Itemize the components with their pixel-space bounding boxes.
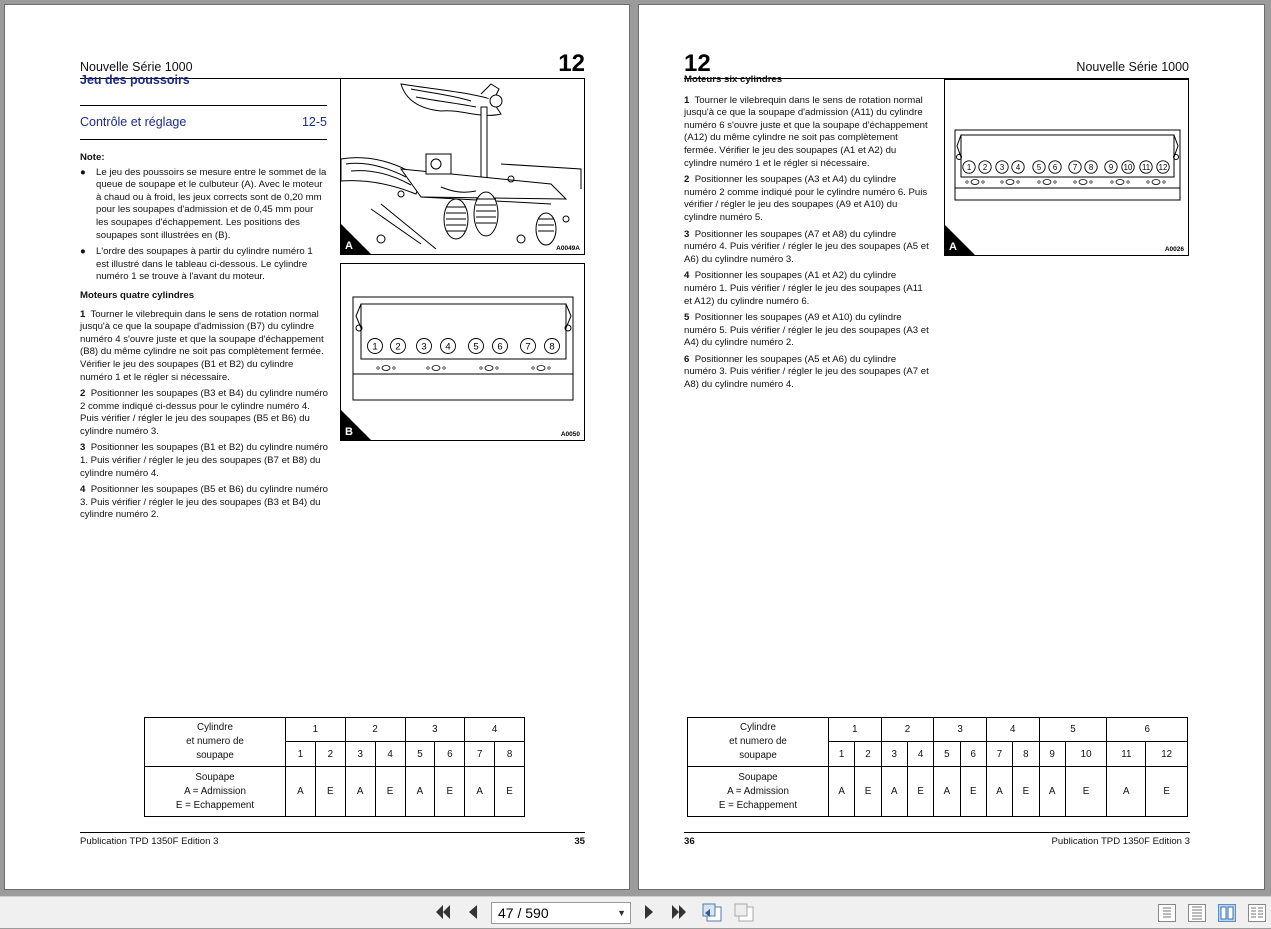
valve-number: 2: [395, 341, 401, 353]
port-bolt: [1017, 181, 1019, 183]
two-page-view-icon[interactable]: [1218, 904, 1236, 922]
type-cell: A: [1039, 767, 1065, 817]
type-cell: E: [375, 767, 405, 817]
valve-order-table-4cyl: [144, 717, 525, 817]
port-bolt: [427, 367, 429, 369]
valve-number: 7: [525, 341, 531, 353]
valve-cell: 4: [907, 742, 933, 767]
port-bolt: [1001, 181, 1003, 183]
type-cell: E: [855, 767, 881, 817]
page-35: [4, 4, 630, 890]
valve-number: 7: [1072, 162, 1078, 172]
valve-cell: 5: [934, 742, 960, 767]
cylinder-cell: 3: [405, 718, 465, 742]
step: 2 Positionner les soupapes (B3 et B4) du cylindre numéro 2 comme indiqué ci-dessus pour le cylindre numéro 4. Puis vérifier / régler le jeu des soupapes (B5 et B6) du cylindre numéro 3.: [80, 388, 328, 437]
valve-number: 6: [1052, 162, 1058, 172]
figure-code: A0050: [560, 431, 580, 438]
figure-code: A0026: [1164, 246, 1184, 253]
type-cell: A: [986, 767, 1012, 817]
type-cell: E: [315, 767, 345, 817]
footer-publication: Publication TPD 1350F Edition 3: [80, 836, 219, 847]
step: 6 Positionner les soupapes (A5 et A6) du cylindre numéro 3. Puis vérifier / régler le jeu des soupapes (A7 et A8) du cylindre numéro 4.: [684, 353, 929, 391]
valve-number: 5: [1036, 162, 1042, 172]
port-marker: [537, 366, 545, 371]
bullet-icon: ●: [80, 246, 86, 258]
valve-cell: 7: [986, 742, 1012, 767]
valve-cell: 2: [315, 742, 345, 767]
type-cell: A: [405, 767, 435, 817]
chapter-number: 12: [684, 50, 711, 77]
valve-cell: 1: [829, 742, 855, 767]
port-bolt: [1038, 181, 1040, 183]
port-bolt: [966, 181, 968, 183]
valve-cell: 11: [1107, 742, 1146, 767]
table-header-label: Cylindre et numero de soupape: [145, 718, 286, 767]
four-cylinder-heading: Moteurs quatre cylindres: [80, 289, 195, 301]
valve-number: 8: [549, 341, 555, 353]
port-marker: [1006, 180, 1014, 185]
port-bolt: [548, 367, 550, 369]
cylinder-cell: 5: [1039, 718, 1107, 742]
valve-cell: 8: [1013, 742, 1039, 767]
type-cell: E: [1146, 767, 1188, 817]
type-cell: A: [345, 767, 375, 817]
port-bolt: [1163, 181, 1165, 183]
valve-number: 1: [372, 341, 378, 353]
step: 4 Positionner les soupapes (A1 et A2) du cylindre numéro 1. Puis vérifier / régler le jeu des soupapes (A11 et A12) du cylindre numéro 6.: [684, 270, 923, 307]
table-type-label: Soupape A = Admission E = Echappement: [688, 767, 829, 817]
type-cell: E: [1065, 767, 1107, 817]
port-bolt: [443, 367, 445, 369]
last-page-icon[interactable]: [668, 903, 690, 923]
valve-number: 3: [421, 341, 427, 353]
port-marker: [485, 366, 493, 371]
bullet-icon: ●: [80, 166, 86, 178]
figure-code: A0049A: [556, 245, 580, 252]
cylinder-cell: 2: [881, 718, 934, 742]
chapter-number: 12: [558, 50, 585, 77]
two-page-continuous-icon[interactable]: [1248, 904, 1266, 922]
page-number-input[interactable]: [491, 902, 631, 924]
figure-letter: B: [345, 426, 353, 438]
valve-cell: 4: [375, 742, 405, 767]
type-cell: A: [881, 767, 907, 817]
valve-cell: 6: [435, 742, 465, 767]
port-bolt: [1127, 181, 1129, 183]
table-header-label: Cylindre et numero de soupape: [688, 718, 829, 767]
port-bolt: [532, 367, 534, 369]
cylinder-cell: 2: [345, 718, 405, 742]
valve-number: 12: [1158, 162, 1168, 172]
valve-cell: 5: [405, 742, 435, 767]
port-bolt: [496, 367, 498, 369]
note-bullet: ● Le jeu des poussoirs se mesure entre le sommet de la queue de soupape et le culbuteur (A). Avec le moteur à chaud ou à froid, les jeux corrects sont de 0,20 mm pour les soupapes d'admission et de 0,45 mm pour les soupapes d'échappement. Les positions des soupapes sont illustrées en (B).: [80, 166, 327, 241]
text-column: [684, 74, 930, 396]
valve-cell: 2: [855, 742, 881, 767]
type-cell: A: [1107, 767, 1146, 817]
prev-page-icon[interactable]: [464, 903, 482, 923]
series-title: Nouvelle Série 1000: [1076, 60, 1189, 74]
valve-position-diagram: [341, 264, 585, 441]
type-cell: A: [934, 767, 960, 817]
cylinder-cell: 4: [465, 718, 525, 742]
page-36: [638, 4, 1265, 890]
step: 4 Positionner les soupapes (B5 et B6) du cylindre numéro 3. Puis vérifier / régler le jeu des soupapes (B3 et B4) du cylindre numéro 2.: [80, 484, 328, 521]
cylinder-cell: 6: [1107, 718, 1188, 742]
valve-position-diagram: [945, 80, 1189, 256]
port-marker: [971, 180, 979, 185]
footer-page-number: 35: [574, 836, 585, 847]
type-cell: E: [1013, 767, 1039, 817]
valve-order-table-6cyl: [687, 717, 1188, 817]
step: 3 Positionner les soupapes (A7 et A8) du cylindre numéro 4. Puis vérifier / régler le jeu des soupapes (A5 et A6) du cylindre numéro 3.: [684, 228, 929, 265]
valve-number: 2: [982, 162, 988, 172]
port-marker: [1152, 180, 1160, 185]
cylinder-cell: 3: [934, 718, 987, 742]
port-marker: [1043, 180, 1051, 185]
next-page-icon[interactable]: [640, 903, 658, 923]
six-cylinder-heading: Moteurs six cylindres: [684, 74, 783, 85]
valve-number: 6: [497, 341, 503, 353]
continuous-view-icon[interactable]: [1188, 904, 1206, 922]
table-type-label: Soupape A = Admission E = Echappement: [145, 767, 286, 817]
subsection-box: [80, 105, 327, 140]
cylinder-cell: 4: [986, 718, 1039, 742]
valve-number: 11: [1141, 162, 1151, 172]
figure-b-valve-positions: [340, 263, 585, 441]
valve-number: 1: [966, 162, 972, 172]
section-title: Jeu des poussoirs: [80, 73, 190, 87]
step: 5 Positionner les soupapes (A9 et A10) du cylindre numéro 5. Puis vérifier / régler le jeu des soupapes (A3 et A4) du cylindre numéro 2.: [684, 312, 929, 349]
valve-number: 3: [999, 162, 1005, 172]
type-cell: E: [495, 767, 525, 817]
type-cell: E: [435, 767, 465, 817]
viewer-toolbar: [0, 896, 1271, 928]
valve-number: 10: [1123, 162, 1133, 172]
port-marker: [1116, 180, 1124, 185]
port-bolt: [1054, 181, 1056, 183]
note-label: Note:: [80, 152, 105, 163]
note-bullet: ● L'ordre des soupapes à partir du cylindre numéro 1 est illustré dans le tableau ci-dessous. Le cylindre numéro 1 se trouve à l'avant du moteur.: [80, 246, 313, 283]
valve-cell: 6: [960, 742, 986, 767]
figure-a-valve-positions-6cyl: [944, 79, 1189, 256]
figure-letter: A: [345, 240, 353, 252]
port-bolt: [982, 181, 984, 183]
valve-cell: 3: [881, 742, 907, 767]
valve-number: 4: [445, 341, 451, 353]
valve-number: 4: [1015, 162, 1021, 172]
valve-number: 8: [1088, 162, 1094, 172]
port-bolt: [480, 367, 482, 369]
next-view-icon[interactable]: [732, 903, 756, 923]
port-marker: [382, 366, 390, 371]
single-page-view-icon[interactable]: [1158, 904, 1176, 922]
cylinder-cell: 1: [829, 718, 882, 742]
port-bolt: [377, 367, 379, 369]
figure-letter: A: [949, 241, 957, 253]
type-cell: A: [829, 767, 855, 817]
valve-cell: 3: [345, 742, 375, 767]
valve-cell: 1: [286, 742, 316, 767]
port-marker: [1079, 180, 1087, 185]
text-column: [80, 152, 328, 526]
footer-page-number: 36: [684, 836, 695, 847]
port-marker: [432, 366, 440, 371]
step: 1 Tourner le vilebrequin dans le sens de rotation normal jusqu'à ce que la soupape d'admission (B7) du cylindre numéro 4 s'ouvre juste et que la soupape d'échappement (B8) du même cylindre ne soit pas complètement fermée. Vérifier le jeu des soupapes (B1 et B2) du cylindre numéro 1 et le régler si nécessaire.: [80, 308, 324, 383]
step: 2 Positionner les soupapes (A3 et A4) du cylindre numéro 2 comme indiqué pour le cylindre numéro 6. Puis vérifier / régler le jeu des soupapes (A9 et A10) du cylindre numéro 5.: [684, 174, 928, 223]
step: 3 Positionner les soupapes (B1 et B2) du cylindre numéro 1. Puis vérifier / régler le jeu des soupapes (B7 et B8) du cylindre numéro 4.: [80, 442, 328, 479]
page-display: 47 / 590: [498, 905, 549, 921]
port-bolt: [1074, 181, 1076, 183]
subsection-ref: 12-5: [301, 115, 327, 129]
page-footer: [80, 832, 585, 848]
valve-number: 5: [473, 341, 479, 353]
step: 1 Tourner le vilebrequin dans le sens de rotation normal jusqu'à ce que la soupape d'admission (A11) du cylindre numéro 6 s'ouvre juste et que la soupape d'échappement (A12) du même cylindre ne soit pas complètement fermée. Vérifier le jeu des soupapes (A1 et A2) du cylindre numéro 1 et le régler si nécessaire.: [684, 94, 928, 169]
chevron-down-icon[interactable]: ▼: [617, 908, 626, 918]
cylinder-cell: 1: [286, 718, 346, 742]
figure-a-rocker-adjustment: [340, 78, 585, 255]
rocker-illustration: [341, 79, 585, 255]
type-cell: A: [465, 767, 495, 817]
port-bolt: [393, 367, 395, 369]
valve-number: 9: [1108, 162, 1114, 172]
valve-cell: 7: [465, 742, 495, 767]
subsection-title: Contrôle et réglage: [80, 115, 187, 129]
valve-cell: 12: [1146, 742, 1188, 767]
type-cell: A: [286, 767, 316, 817]
series-title: Nouvelle Série 1000: [80, 60, 193, 74]
valve-cell: 10: [1065, 742, 1107, 767]
previous-view-icon[interactable]: [700, 903, 724, 923]
type-cell: E: [907, 767, 933, 817]
valve-cell: 9: [1039, 742, 1065, 767]
footer-publication: Publication TPD 1350F Edition 3: [1051, 836, 1190, 847]
page-footer: [684, 832, 1190, 848]
port-bolt: [1111, 181, 1113, 183]
first-page-icon[interactable]: [432, 903, 454, 923]
valve-cell: 8: [495, 742, 525, 767]
port-bolt: [1090, 181, 1092, 183]
type-cell: E: [960, 767, 986, 817]
port-bolt: [1147, 181, 1149, 183]
